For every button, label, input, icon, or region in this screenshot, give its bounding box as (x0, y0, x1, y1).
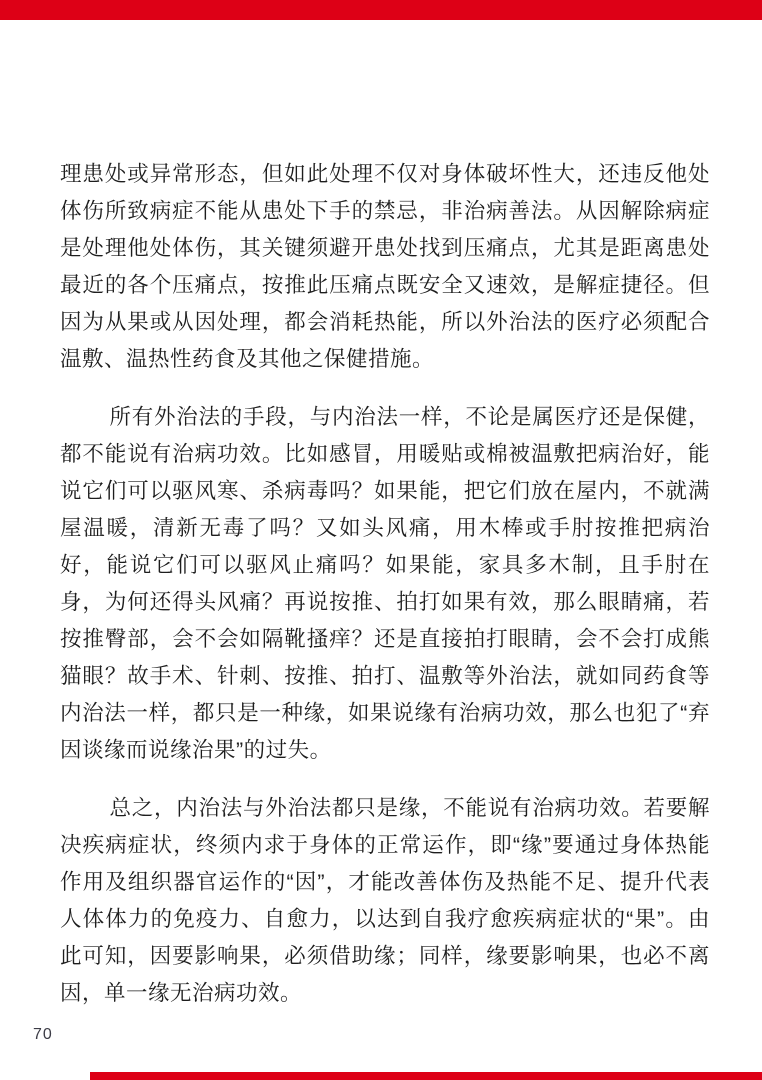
bottom-accent-bar (90, 1072, 762, 1080)
page-number: 70 (33, 1026, 53, 1043)
paragraph-external-treatments: 所有外治法的手段，与内治法一样，不论是属医疗还是保健，都不能说有治病功效。比如感冒，用暖贴或棉被温敷把病治好，能说它们可以驱风寒、杀病毒吗？如果能，把它们放在屋内，不就满屋温暖，清新无毒了吗？又如头风痛，用木棒或手肘按推把病治好，能说它们可以驱风止痛吗？如果能，家具多木制，且手肘在身，为何还得头风痛？再说按推、拍打如果有效，那么眼睛痛，若按推臀部，会不会如隔靴搔痒？还是直接拍打眼睛，会不会打成熊猫眼？故手术、针刺、按推、拍打、温敷等外治法，就如同药食等内治法一样，都只是一种缘，如果说缘有治病功效，那么也犯了“弃因谈缘而说缘治果”的过失。 (60, 405, 710, 762)
paragraph-continuation: 理患处或异常形态，但如此处理不仅对身体破坏性大，还违反他处体伤所致病症不能从患处下手的禁忌，非治病善法。从因解除病症是处理他处体伤，其关键须避开患处找到压痛点，尤其是距离患处最近的各个压痛点，按推此压痛点既安全又速效，是解症捷径。但因为从果或从因处理，都会消耗热能，所以外治法的医疗必须配合温敷、温热性药食及其他之保健措施。 (60, 162, 710, 371)
body-text (60, 156, 710, 1033)
top-accent-bar (0, 0, 762, 20)
paragraph-conclusion: 总之，内治法与外治法都只是缘，不能说有治病功效。若要解决疾病症状，终须内求于身体的正常运作，即“缘”要通过身体热能作用及组织器官运作的“因”，才能改善体伤及热能不足、提升代表人体体力的免疫力、自愈力，以达到自我疗愈疾病症状的“果”。由此可知，因要影响果，必须借助缘；同样，缘要影响果，也必不离因，单一缘无治病功效。 (60, 796, 710, 1005)
